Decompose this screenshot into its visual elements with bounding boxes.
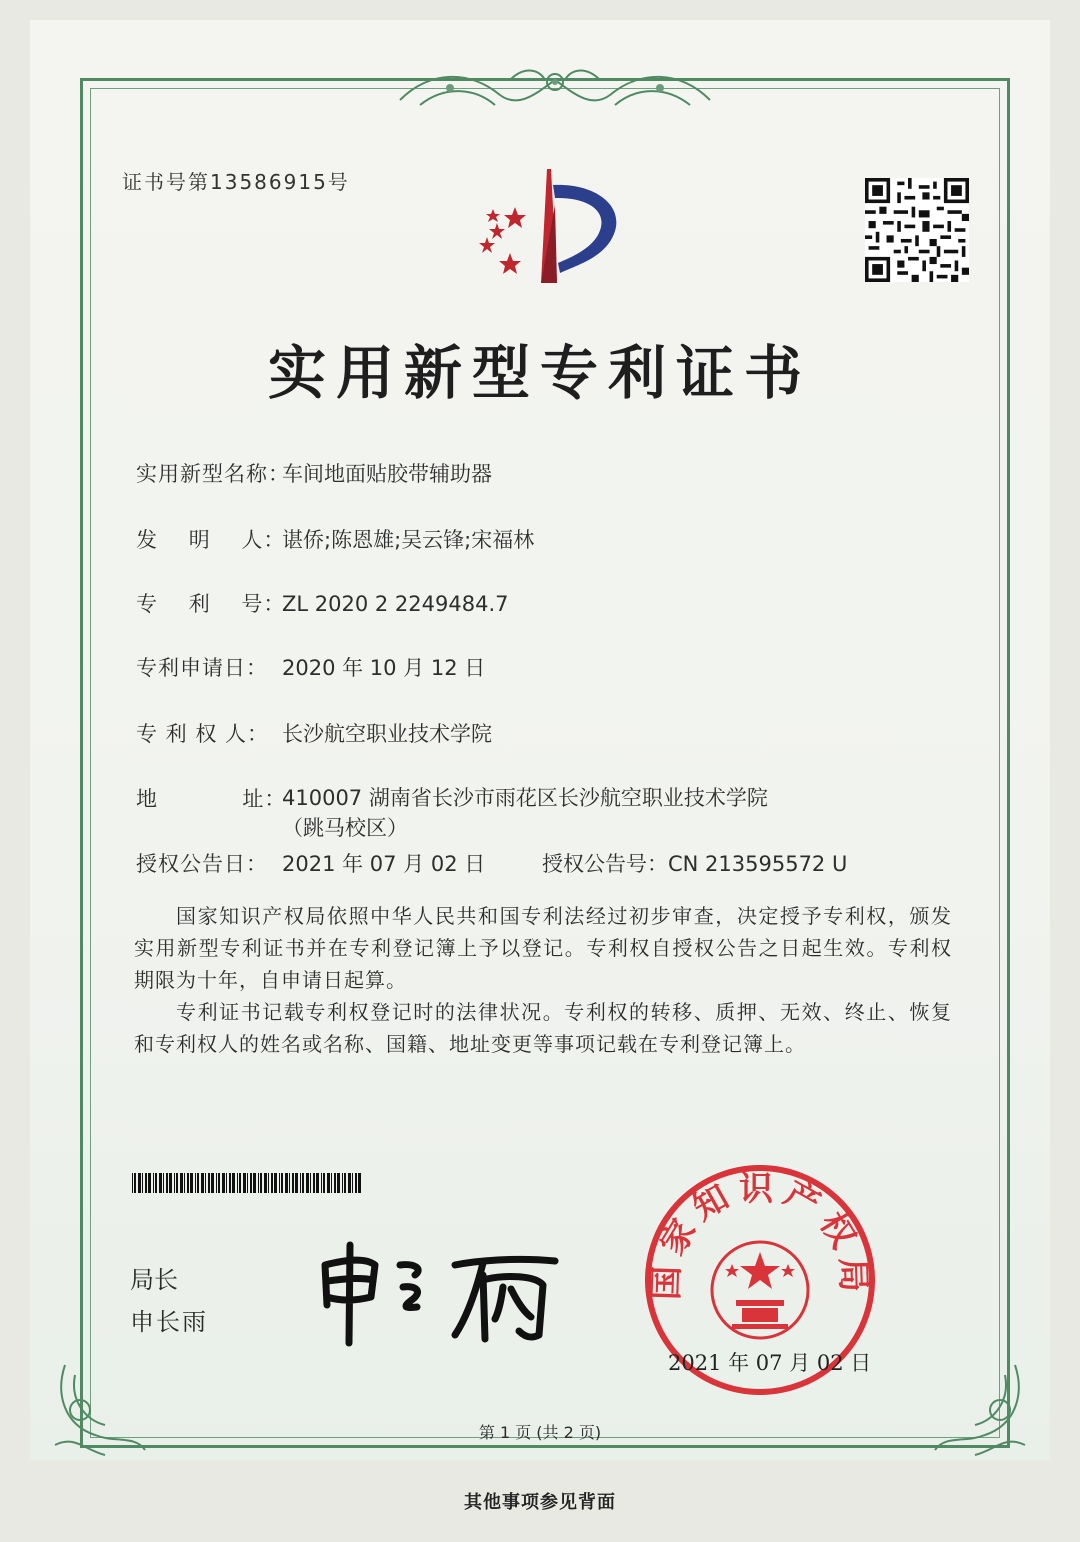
signatory-name: 申长雨	[130, 1308, 208, 1336]
field-address	[136, 783, 802, 843]
field-value: 2021 年 07 月 02 日	[282, 852, 486, 876]
field-label: 授权公告日：	[136, 852, 268, 876]
signatory-title: 局长	[130, 1266, 178, 1294]
field-label: 授权公告号：	[542, 852, 668, 876]
signature-icon	[305, 1235, 565, 1350]
field-inventors	[136, 524, 534, 554]
svg-text:国家知识产权局: 国家知识产权局	[646, 1169, 874, 1301]
certificate-title: 实用新型专利证书	[267, 339, 812, 407]
field-label: 发 明 人：	[136, 528, 286, 552]
field-label: 地 址：	[136, 787, 287, 811]
field-utility-model-name	[136, 458, 492, 488]
qr-code-icon	[862, 178, 972, 282]
field-value: CN 213595572 U	[668, 852, 848, 876]
footer-note: 其他事项参见背面	[464, 1492, 616, 1513]
body-paragraph-2: 专利证书记载专利权登记时的法律状况。专利权的转移、质押、无效、终止、恢复和专利权人的姓名或名称、国籍、地址变更等事项记载在专利登记簿上。	[134, 1000, 952, 1056]
field-value: 长沙航空职业技术学院	[282, 722, 492, 746]
field-label: 专 利 号：	[136, 592, 286, 616]
barcode-icon	[132, 1173, 364, 1193]
field-label: 专利申请日：	[136, 656, 268, 680]
field-patentee	[136, 718, 492, 748]
field-publication-number	[542, 848, 847, 878]
seal-date: 2021 年 07 月 02 日	[668, 1351, 872, 1375]
field-label: 实用新型名称：	[136, 462, 290, 486]
field-patent-number	[136, 588, 508, 618]
cnipa-logo-icon	[465, 165, 635, 295]
field-label: 专 利 权 人：	[136, 722, 270, 746]
page-number: 第 1 页 (共 2 页)	[478, 1423, 602, 1442]
field-value: 谌侨;陈恩雄;吴云锋;宋福林	[282, 528, 535, 552]
field-filing-date	[136, 652, 485, 682]
top-ornament-icon	[390, 60, 720, 120]
corner-ornament-icon	[925, 1355, 1035, 1465]
field-publication-date	[136, 848, 485, 878]
field-value: ZL 2020 2 2249484.7	[282, 592, 509, 616]
corner-ornament-icon	[45, 1355, 155, 1465]
field-value: 2020 年 10 月 12 日	[282, 656, 486, 680]
field-value: 410007 湖南省长沙市雨花区长沙航空职业技术学院（跳马校区）	[282, 786, 768, 840]
certificate-number: 证书号第13586915号	[122, 170, 350, 194]
field-value: 车间地面贴胶带辅助器	[282, 462, 492, 486]
body-paragraph-1: 国家知识产权局依照中华人民共和国专利法经过初步审查，决定授予专利权，颁发实用新型专利证书并在专利登记簿上予以登记。专利权自授权公告之日起生效。专利权期限为十年，自申请日起算。	[134, 904, 952, 992]
